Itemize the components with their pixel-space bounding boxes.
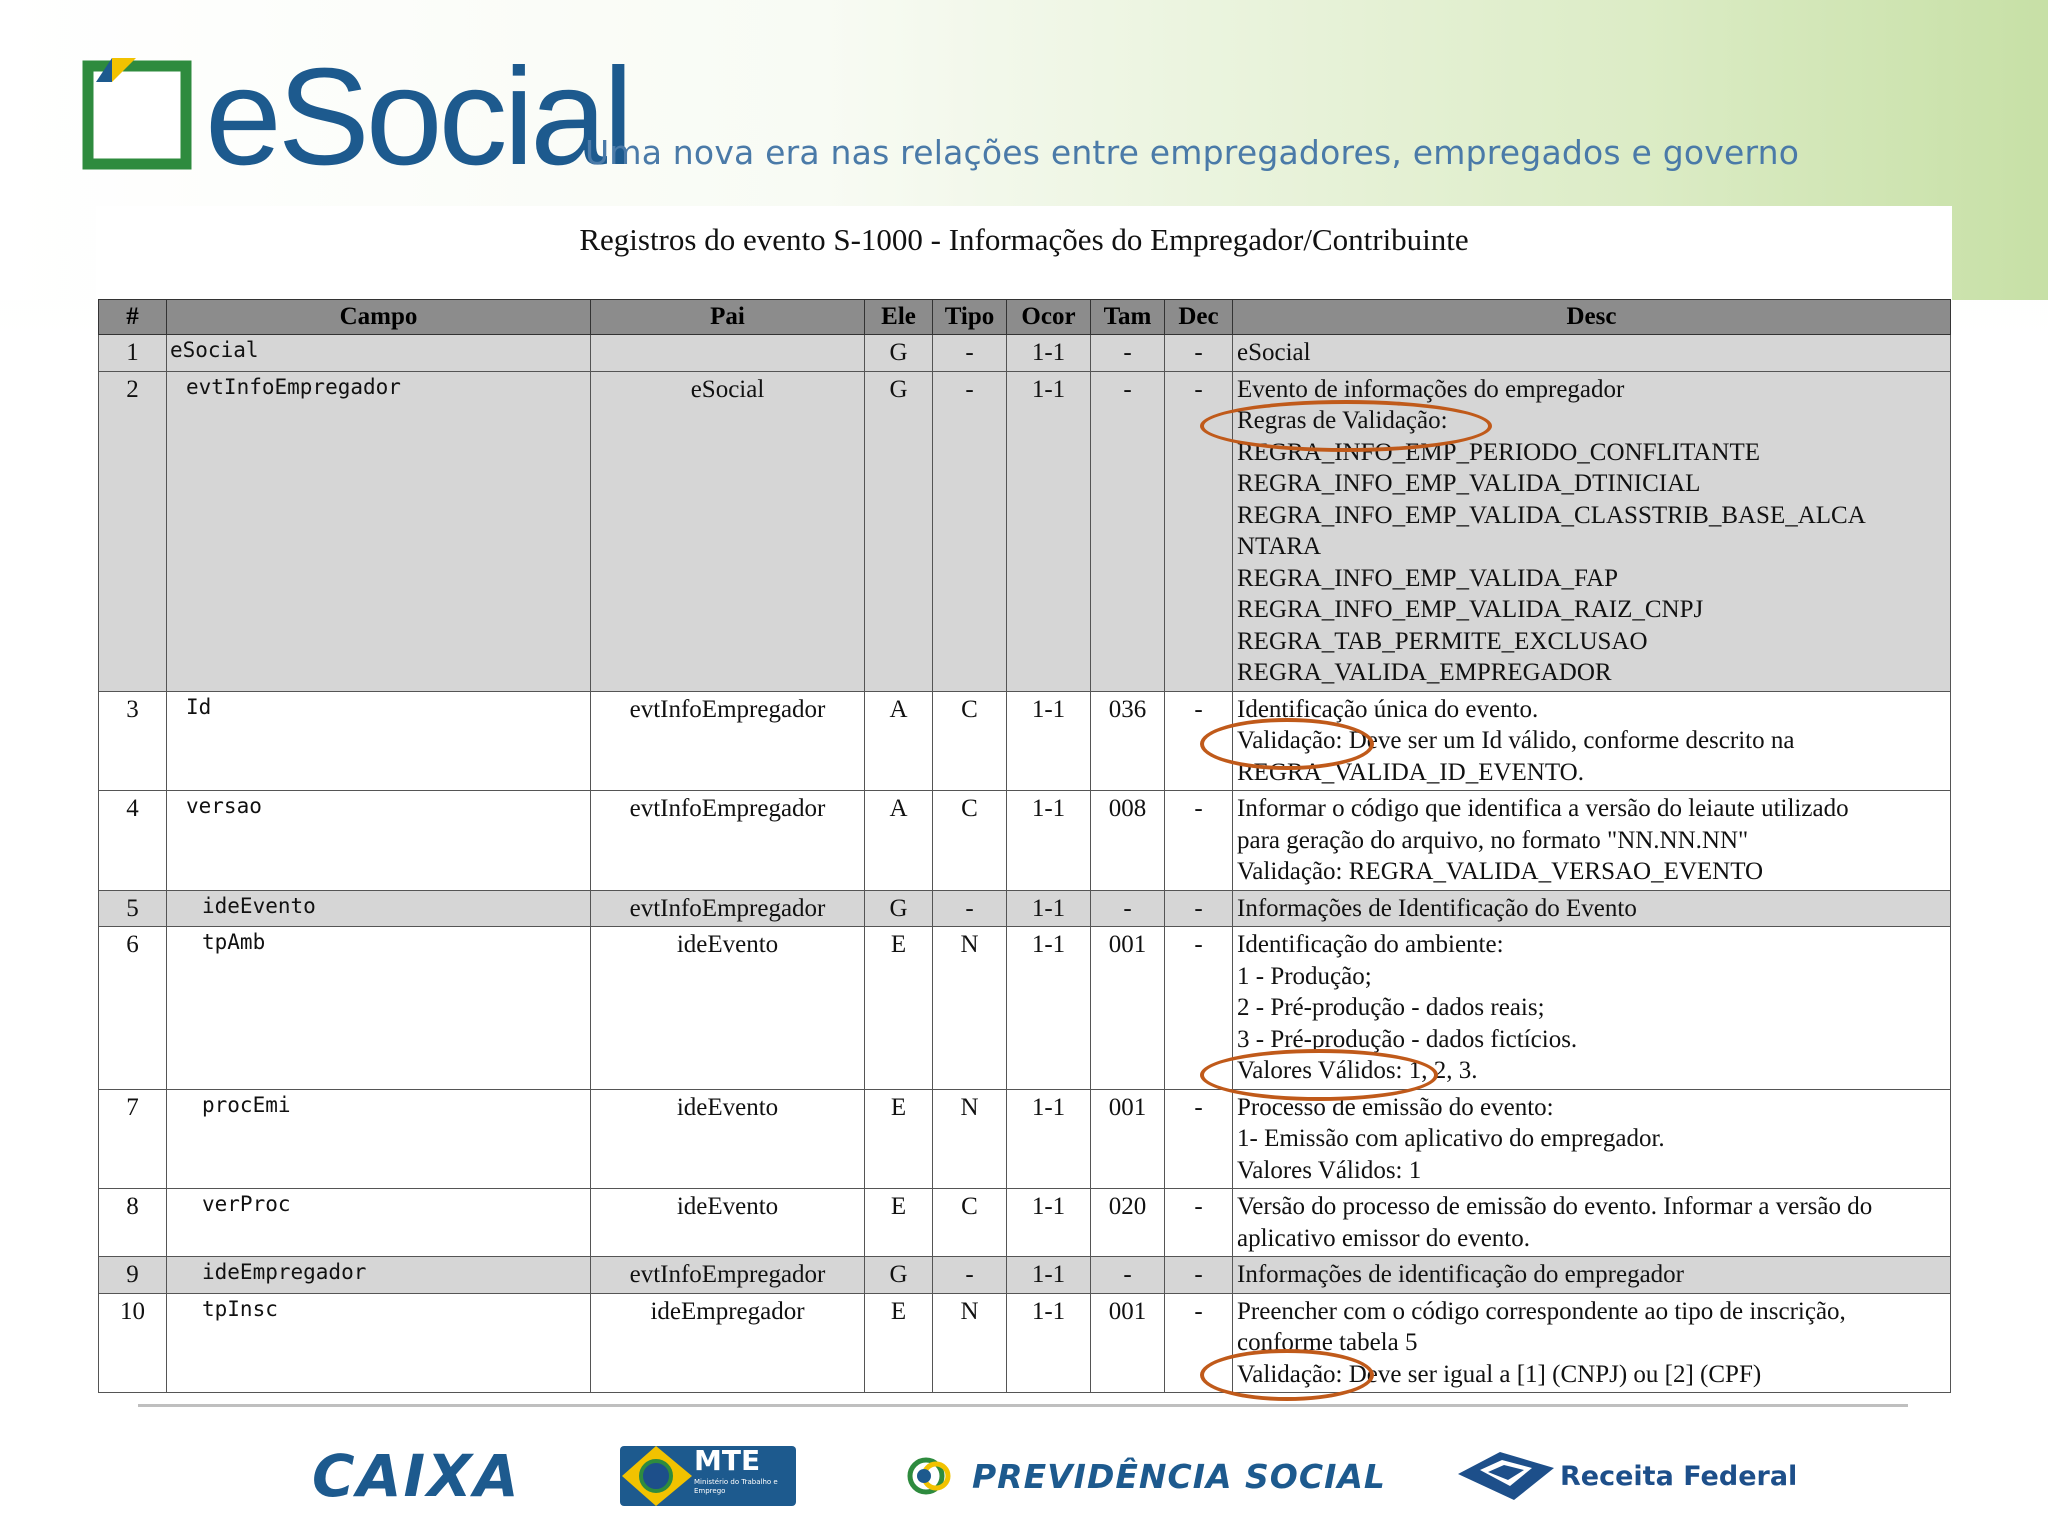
cell-tipo: N <box>933 1089 1007 1189</box>
esocial-logo-icon <box>82 58 194 170</box>
cell-num: 1 <box>99 335 167 372</box>
desc-line: Informações de Identificação do Evento <box>1237 894 1637 922</box>
cell-pai: ideEvento <box>591 1089 865 1189</box>
cell-ele: E <box>865 1293 933 1393</box>
cell-tipo: - <box>933 371 1007 691</box>
campo-name: verProc <box>202 1192 291 1216</box>
desc-line: REGRA_INFO_EMP_PERIODO_CONFLITANTE <box>1237 438 1761 466</box>
cell-tam: - <box>1091 1257 1165 1294</box>
cell-num: 6 <box>99 927 167 1090</box>
receita-logo <box>1458 1436 1797 1516</box>
desc-line: Processo de emissão do evento: <box>1237 1093 1554 1121</box>
cell-tam: - <box>1091 890 1165 927</box>
cell-pai: evtInfoEmpregador <box>591 1257 865 1294</box>
document-title: Registros do evento S-1000 - Informações do Empregador/Contribuinte <box>579 222 1469 257</box>
campo-name: tpAmb <box>202 930 266 954</box>
cell-ele: G <box>865 890 933 927</box>
mte-label: MTE <box>694 1444 761 1477</box>
cell-num: 8 <box>99 1189 167 1257</box>
cell-tam: 001 <box>1091 1089 1165 1189</box>
campo-name: ideEvento <box>202 893 316 918</box>
cell-desc <box>1233 1189 1951 1257</box>
cell-pai: evtInfoEmpregador <box>591 890 865 927</box>
cell-desc <box>1233 890 1951 927</box>
cell-num: 7 <box>99 1089 167 1189</box>
cell-ocor: 1-1 <box>1007 691 1091 791</box>
cell-ele: E <box>865 1089 933 1189</box>
desc-line: Valores Válidos: 1 <box>1237 1156 1422 1184</box>
table-row <box>99 791 1951 891</box>
cell-tam: - <box>1091 335 1165 372</box>
cell-tipo: - <box>933 335 1007 372</box>
cell-pai: eSocial <box>591 371 865 691</box>
cell-pai <box>591 335 865 372</box>
cell-campo <box>167 1189 591 1257</box>
desc-line: REGRA_INFO_EMP_VALIDA_RAIZ_CNPJ <box>1237 596 1704 623</box>
desc-line: REGRA_INFO_EMP_VALIDA_CLASSTRIB_BASE_ALCA <box>1237 501 1866 529</box>
cell-campo <box>167 890 591 927</box>
cell-desc <box>1233 691 1951 791</box>
desc-line: aplicativo emissor do evento. <box>1237 1224 1530 1252</box>
cell-ocor: 1-1 <box>1007 335 1091 372</box>
brand-name: eSocial <box>205 40 630 194</box>
cell-campo <box>167 691 591 791</box>
cell-ele: A <box>865 791 933 891</box>
cell-dec: - <box>1165 1257 1233 1294</box>
cell-ocor: 1-1 <box>1007 927 1091 1090</box>
cell-num: 2 <box>99 371 167 691</box>
desc-line: conforme tabela 5 <box>1237 1329 1418 1356</box>
cell-num: 3 <box>99 691 167 791</box>
cell-tipo: N <box>933 1293 1007 1393</box>
table-row <box>99 335 1951 372</box>
cell-num: 9 <box>99 1257 167 1294</box>
cell-ocor: 1-1 <box>1007 791 1091 891</box>
footer-divider <box>138 1404 1908 1407</box>
cell-campo <box>167 371 591 691</box>
caixa-label: CAIXA <box>312 1442 521 1510</box>
cell-ele: G <box>865 371 933 691</box>
desc-line: Informar o código que identifica a versão do leiaute utilizado <box>1237 795 1849 822</box>
desc-line: 3 - Pré-produção - dados fictícios. <box>1237 1025 1578 1053</box>
desc-line: Informações de identificação do empregador <box>1237 1261 1685 1288</box>
desc-line: Validação: REGRA_VALIDA_VERSAO_EVENTO <box>1237 858 1764 885</box>
cell-dec: - <box>1165 1189 1233 1257</box>
column-header: Dec <box>1165 300 1233 335</box>
campo-name: tpInsc <box>202 1296 278 1321</box>
desc-line: Identificação do ambiente: <box>1237 931 1504 958</box>
desc-line: NTARA <box>1237 533 1322 560</box>
table-row <box>99 1189 1951 1257</box>
cell-desc <box>1233 371 1951 691</box>
cell-tipo: - <box>933 890 1007 927</box>
campo-name: eSocial <box>170 338 259 362</box>
cell-tam: - <box>1091 371 1165 691</box>
campo-name: procEmi <box>202 1092 291 1117</box>
desc-line: eSocial <box>1237 339 1311 366</box>
column-header: # <box>99 300 167 335</box>
cell-ocor: 1-1 <box>1007 1293 1091 1393</box>
cell-tam: 036 <box>1091 691 1165 791</box>
desc-line: REGRA_VALIDA_EMPREGADOR <box>1237 659 1612 686</box>
previdencia-icon <box>902 1456 960 1496</box>
cell-campo <box>167 1257 591 1294</box>
desc-line: Versão do processo de emissão do evento. Informar a versão do <box>1237 1193 1873 1220</box>
table-row <box>99 1089 1951 1189</box>
cell-ocor: 1-1 <box>1007 371 1091 691</box>
cell-ocor: 1-1 <box>1007 1189 1091 1257</box>
cell-tipo: C <box>933 1189 1007 1257</box>
campo-name: Id <box>186 694 212 719</box>
cell-ocor: 1-1 <box>1007 890 1091 927</box>
table-row <box>99 371 1951 691</box>
registers-table <box>98 299 1951 1393</box>
cell-ocor: 1-1 <box>1007 1257 1091 1294</box>
cell-tipo: C <box>933 691 1007 791</box>
cell-dec: - <box>1165 1293 1233 1393</box>
cell-desc <box>1233 1293 1951 1393</box>
table-row <box>99 691 1951 791</box>
desc-line: Validação: Deve ser um Id válido, conforme descrito na <box>1237 727 1795 754</box>
campo-name: evtInfoEmpregador <box>186 374 401 399</box>
cell-num: 5 <box>99 890 167 927</box>
cell-dec: - <box>1165 791 1233 891</box>
campo-name: ideEmpregador <box>202 1260 367 1284</box>
cell-desc <box>1233 1257 1951 1294</box>
brand-tagline: Uma nova era nas relações entre empregadores, empregados e governo <box>585 133 1800 172</box>
column-header: Ocor <box>1007 300 1091 335</box>
caixa-logo <box>312 1436 521 1516</box>
cell-pai: evtInfoEmpregador <box>591 791 865 891</box>
cell-dec: - <box>1165 691 1233 791</box>
cell-tam: 001 <box>1091 1293 1165 1393</box>
cell-num: 10 <box>99 1293 167 1393</box>
column-header: Pai <box>591 300 865 335</box>
mte-subtitle: Ministério do Trabalho e Emprego <box>694 1478 778 1495</box>
cell-tam: 001 <box>1091 927 1165 1090</box>
desc-line: para geração do arquivo, no formato "NN.NN.NN" <box>1237 826 1749 854</box>
desc-line: REGRA_INFO_EMP_VALIDA_DTINICIAL <box>1237 470 1701 497</box>
table-row <box>99 1293 1951 1393</box>
desc-line: Validação: Deve ser igual a [1] (CNPJ) ou [2] (CPF) <box>1237 1360 1762 1388</box>
cell-desc <box>1233 335 1951 372</box>
cell-tipo: N <box>933 927 1007 1090</box>
cell-ele: G <box>865 335 933 372</box>
cell-dec: - <box>1165 335 1233 372</box>
desc-line: Identificação única do evento. <box>1237 695 1539 723</box>
column-header: Desc <box>1233 300 1951 335</box>
cell-ele: E <box>865 1189 933 1257</box>
previdencia-label: PREVIDÊNCIA SOCIAL <box>972 1456 1386 1496</box>
cell-pai: ideEvento <box>591 1189 865 1257</box>
table-row <box>99 890 1951 927</box>
cell-tam: 020 <box>1091 1189 1165 1257</box>
cell-dec: - <box>1165 1089 1233 1189</box>
cell-tam: 008 <box>1091 791 1165 891</box>
desc-line: REGRA_INFO_EMP_VALIDA_FAP <box>1237 564 1619 592</box>
desc-line: REGRA_TAB_PERMITE_EXCLUSAO <box>1237 627 1648 655</box>
cell-desc <box>1233 791 1951 891</box>
column-header: Campo <box>167 300 591 335</box>
desc-line: Regras de Validação: <box>1237 407 1448 434</box>
cell-campo <box>167 927 591 1090</box>
cell-pai: ideEmpregador <box>591 1293 865 1393</box>
table-row <box>99 1257 1951 1294</box>
cell-desc <box>1233 927 1951 1090</box>
cell-dec: - <box>1165 371 1233 691</box>
mte-logo <box>620 1436 796 1516</box>
cell-campo <box>167 791 591 891</box>
table-header-row <box>99 300 1951 335</box>
cell-num: 4 <box>99 791 167 891</box>
desc-line: 1 - Produção; <box>1237 962 1372 990</box>
receita-label: Receita Federal <box>1560 1460 1798 1492</box>
cell-ele: E <box>865 927 933 1090</box>
cell-ele: A <box>865 691 933 791</box>
desc-line: REGRA_VALIDA_ID_EVENTO. <box>1237 758 1584 786</box>
cell-campo <box>167 335 591 372</box>
cell-campo <box>167 1089 591 1189</box>
previdencia-logo <box>902 1436 1386 1516</box>
cell-ocor: 1-1 <box>1007 1089 1091 1189</box>
cell-dec: - <box>1165 927 1233 1090</box>
cell-pai: ideEvento <box>591 927 865 1090</box>
desc-line: 1- Emissão com aplicativo do empregador. <box>1237 1125 1665 1152</box>
desc-line: Valores Válidos: 1, 2, 3. <box>1237 1057 1478 1084</box>
cell-tipo: C <box>933 791 1007 891</box>
cell-desc <box>1233 1089 1951 1189</box>
column-header: Tipo <box>933 300 1007 335</box>
desc-line: Preencher com o código correspondente ao tipo de inscrição, <box>1237 1297 1846 1325</box>
cell-ele: G <box>865 1257 933 1294</box>
table-row <box>99 927 1951 1090</box>
campo-name: versao <box>186 794 262 818</box>
desc-line: 2 - Pré-produção - dados reais; <box>1237 994 1545 1021</box>
cell-campo <box>167 1293 591 1393</box>
cell-dec: - <box>1165 890 1233 927</box>
cell-tipo: - <box>933 1257 1007 1294</box>
receita-federal-icon <box>1458 1442 1558 1510</box>
cell-pai: evtInfoEmpregador <box>591 691 865 791</box>
column-header: Ele <box>865 300 933 335</box>
column-header: Tam <box>1091 300 1165 335</box>
desc-line: Evento de informações do empregador <box>1237 375 1625 403</box>
